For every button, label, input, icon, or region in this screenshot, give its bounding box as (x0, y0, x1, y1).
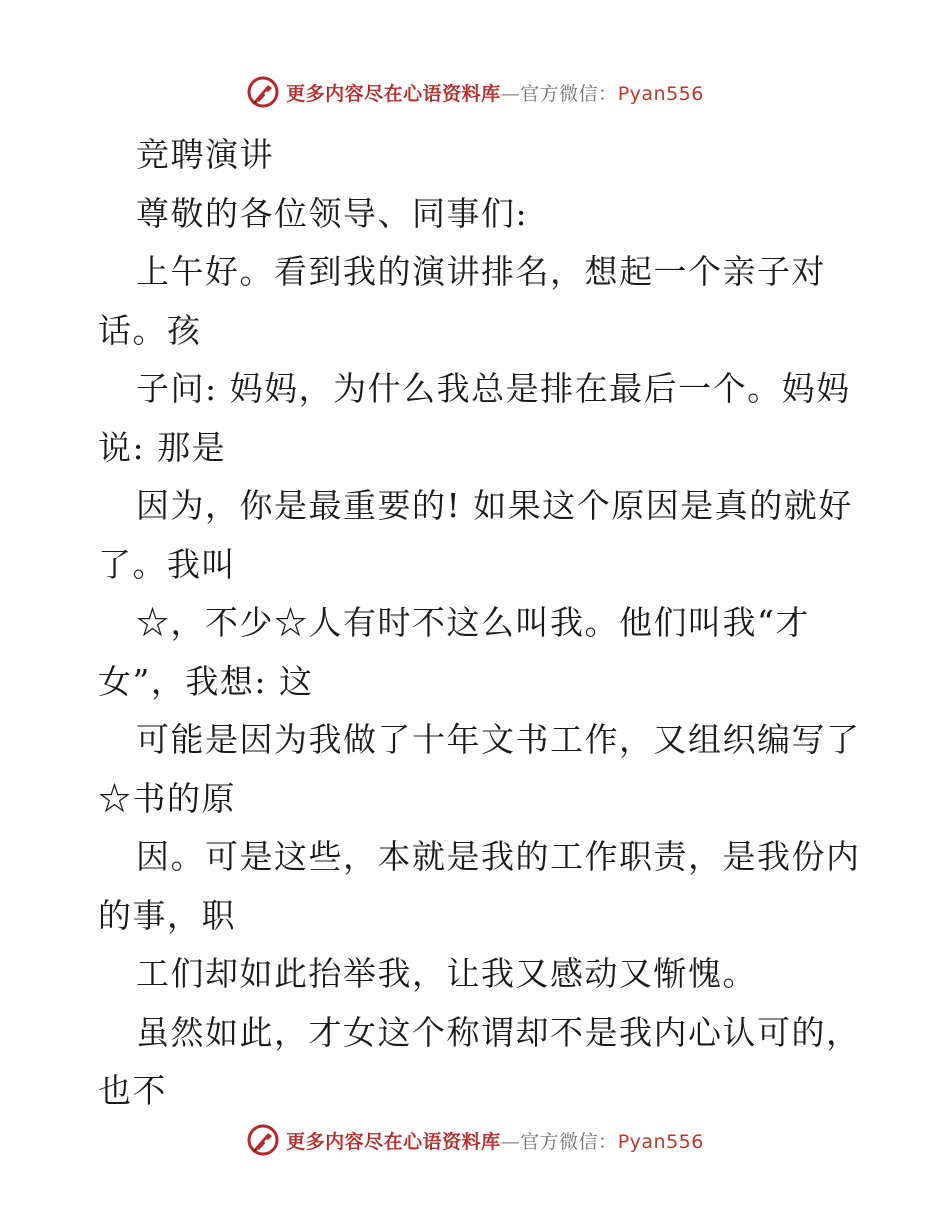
text-line: 可能是因为我做了十年文书工作，又组织编写了 (136, 720, 861, 759)
footer-main-text: 更多内容尽在心语资料库 (286, 1130, 501, 1153)
text-line: 话。孩 (98, 310, 202, 350)
text-line: 说: 那是 (98, 427, 227, 467)
text-line: 上午好。看到我的演讲排名，想起一个亲子对 (136, 252, 826, 291)
pen-logo-icon (246, 1123, 280, 1157)
header-dash: — (500, 82, 521, 105)
text-line: 也不 (98, 1071, 167, 1110)
text-line: 因为，你是最重要的! 如果这个原因是真的就好 (136, 486, 853, 525)
header-banner (0, 72, 950, 112)
text-line: 虽然如此，才女这个称谓却不是我内心认可的， (136, 1012, 861, 1052)
header-main-text: 更多内容尽在心语资料库 (286, 82, 501, 105)
text-line: 的事，职 (98, 895, 236, 935)
footer-sub-text: 官方微信： (520, 1130, 618, 1153)
footer-banner (0, 1120, 950, 1160)
header-wechat-id: Pyan556 (617, 82, 704, 105)
header-text (286, 79, 704, 106)
footer-text (286, 1127, 704, 1154)
document-title: 竞聘演讲 (136, 135, 274, 174)
footer-wechat-id: Pyan556 (617, 1130, 704, 1153)
text-line: ☆书的原 (98, 778, 236, 818)
text-line: 尊敬的各位领导、同事们: (136, 193, 529, 233)
text-line: 了。我叫 (98, 544, 236, 584)
text-line: ☆，不少☆人有时不这么叫我。他们叫我“才 (136, 603, 810, 642)
footer-dash: — (500, 1130, 521, 1153)
pen-logo-icon (246, 75, 280, 109)
text-line: 工们却如此抬举我，让我又感动又惭愧。 (136, 954, 757, 993)
text-line: 因。可是这些，本就是我的工作职责，是我份内 (136, 837, 861, 876)
text-line: 子问: 妈妈，为什么我总是排在最后一个。妈妈 (136, 369, 851, 408)
header-sub-text: 官方微信： (520, 82, 618, 105)
text-line: 女”，我想: 这 (98, 661, 314, 701)
document-body (98, 126, 861, 1121)
